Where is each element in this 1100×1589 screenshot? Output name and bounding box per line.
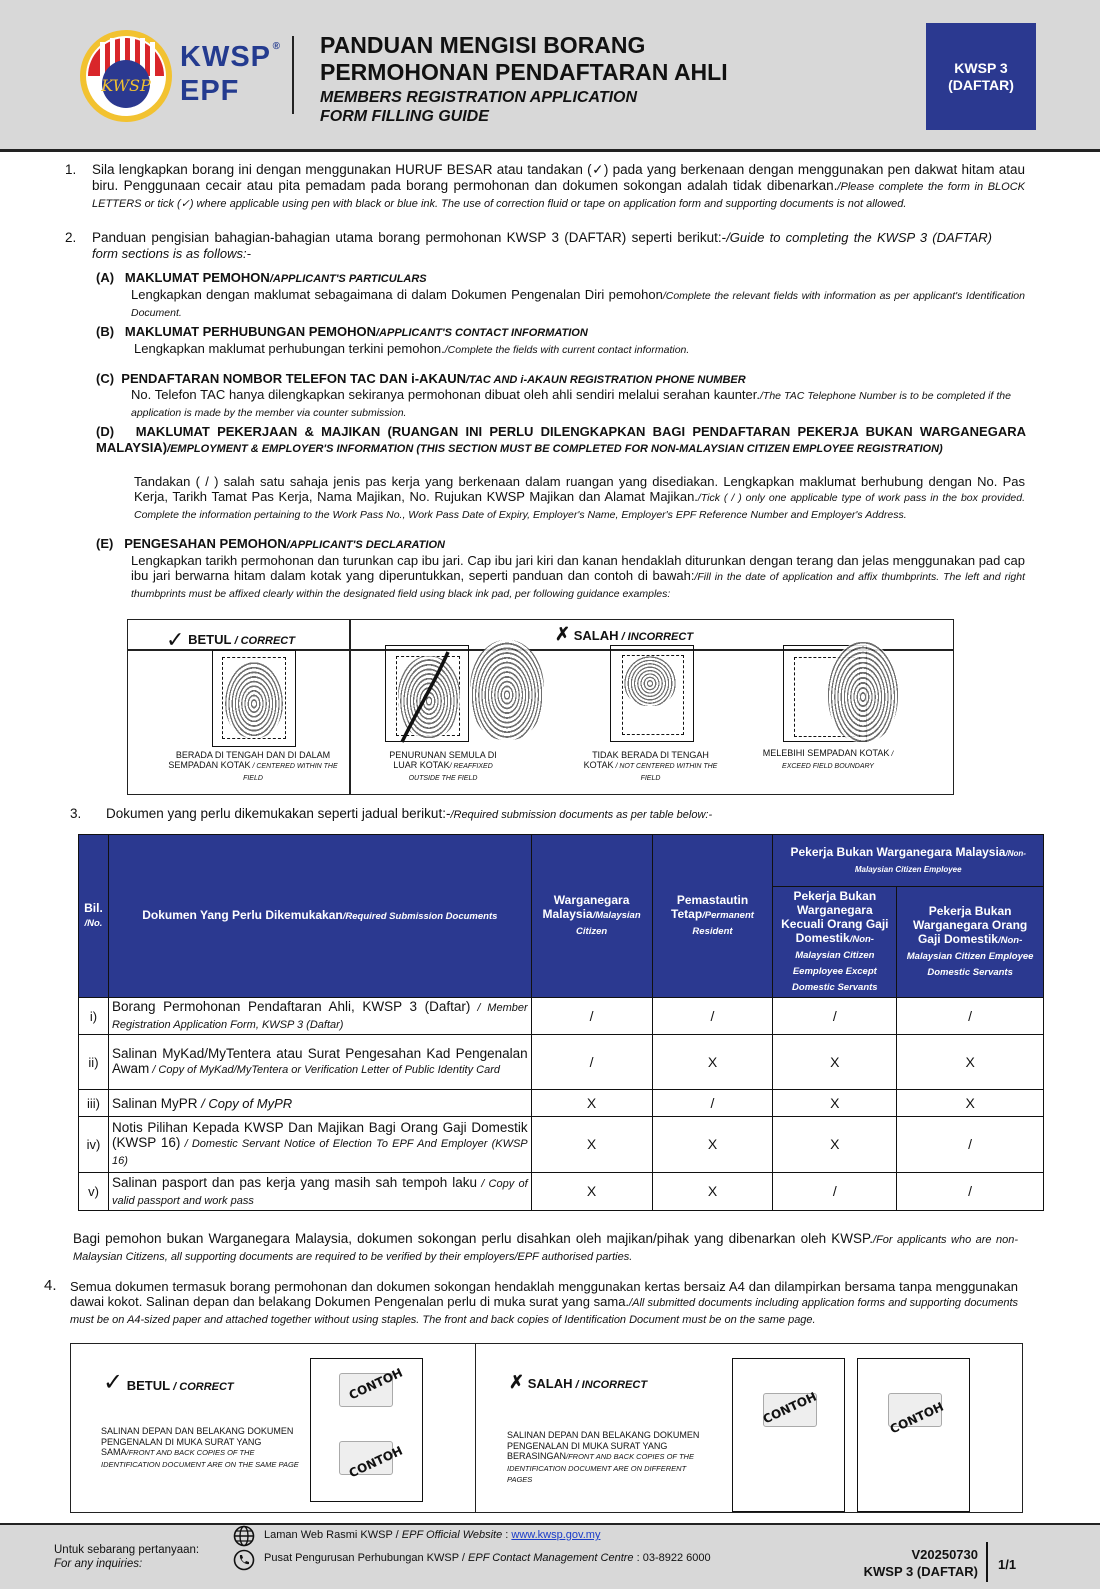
- kwsp-epf-logo-text: [180, 40, 281, 108]
- header-non-citizen-except-domestic: [773, 887, 897, 998]
- a4-page-sample-back: [857, 1358, 970, 1512]
- check-icon: ✓: [166, 627, 185, 652]
- note-en: /For applicants who are non-Malaysian Citizens, all supporting documents are required to be verified by their employers/EPF authorised parties.: [73, 1234, 1018, 1263]
- a4-correct-label: [103, 1368, 234, 1397]
- doc-en: / Copy of MyPR: [197, 1095, 293, 1111]
- thumb-incorrect-label: [555, 624, 693, 645]
- cell-citizen: /: [531, 1035, 652, 1090]
- cell-non-citizen-domestic: X: [897, 1090, 1044, 1117]
- contoh-stamp: CONTOH: [887, 1399, 946, 1437]
- cross-icon: ✗: [509, 1372, 525, 1392]
- doc-en: / Copy of valid passport and work pass: [111, 1177, 528, 1207]
- caption-ms: BERADA DI TENGAH DAN DI DALAM SEMPADAN KOTAK: [168, 750, 331, 770]
- divider: [986, 1542, 988, 1582]
- a4-page-sample-front: [732, 1358, 845, 1512]
- section-title-en: /EMPLOYMENT & EMPLOYER'S INFORMATION (THIS SECTION MUST BE COMPLETED FOR NON-MALAYSIAN CITIZEN EMPLOYEE REGISTRATION): [167, 443, 943, 455]
- doc-ms: Salinan MyKad/MyTentera atau Surat Pengesahan Kad Pengenalan Awam: [111, 1046, 528, 1076]
- section-body-ms: Lengkapkan tarikh permohonan dan turunkan cap ibu jari. Cap ibu jari kiri dan kanan hendaklah diturunkan dengan terang dan jelas menggunakan pad cap ibu jari berwarna hitam dalam kotak yang diperuntukkan, seperti panduan dan contoh di bawah:: [131, 553, 1025, 583]
- cell-citizen: X: [531, 1173, 652, 1211]
- title-en-line2: FORM FILLING GUIDE: [320, 108, 489, 125]
- header-text: Pemastautin Tetap: [671, 893, 749, 921]
- cell-pr: /: [652, 1090, 773, 1117]
- footer-inquiries: [54, 1543, 199, 1571]
- section-d-body: [134, 474, 1025, 523]
- contact-label-ms: Pusat Pengurusan Perhubungan KWSP /: [264, 1552, 469, 1564]
- footer-contact-line: [264, 1552, 711, 1564]
- item-number: 3.: [70, 806, 82, 821]
- form-code-line2: (DAFTAR): [948, 76, 1014, 93]
- caption-en: / EXCEED FIELD BOUNDARY: [782, 751, 894, 770]
- section-a-heading: [96, 270, 427, 285]
- inquiries-en: For any inquiries:: [54, 1558, 143, 1570]
- version-code: V20250730: [911, 1547, 978, 1562]
- instruction-4-en: /All submitted documents including application forms and supporting documents must be on A4-sized paper and attached together without using staples. The front and back copies of Identification Document must be on the same page.: [70, 1297, 1019, 1326]
- header-text: Pekerja Bukan Warganegara Orang Gaji Domestik: [912, 904, 1028, 946]
- cell-citizen: /: [531, 998, 652, 1035]
- correct-ms: BETUL: [126, 1378, 171, 1393]
- instruction-2-en: /Guide to completing the KWSP 3 (DAFTAR) form sections is as follows:-: [92, 230, 992, 261]
- contoh-stamp: CONTOH: [346, 1365, 405, 1403]
- caption-ms: SALINAN DEPAN DAN BELAKANG DOKUMEN PENGENALAN DI MUKA SURAT YANG SAMA: [101, 1426, 294, 1457]
- thumb-caption-1: [158, 750, 348, 784]
- table-body: [79, 998, 1044, 1211]
- page-title-english: [320, 88, 637, 126]
- caption-ms: PENURUNAN SEMULA DI LUAR KOTAK: [389, 750, 497, 770]
- row-document: [108, 1173, 531, 1211]
- row-number: ii): [79, 1035, 109, 1090]
- page-header: [0, 0, 1100, 152]
- phone-icon: [233, 1549, 255, 1571]
- caption-en: /FRONT AND BACK COPIES OF THE IDENTIFICATION DOCUMENT ARE ON THE SAME PAGE: [101, 1448, 299, 1469]
- page-number: 1/1: [998, 1557, 1017, 1572]
- cell-pr: X: [652, 1117, 773, 1173]
- section-label: (E): [96, 536, 114, 551]
- doc-ms: Notis Pilihan Kepada KWSP Dan Majikan Bagi Orang Gaji Domestik (KWSP 16): [111, 1120, 528, 1150]
- footer-website-line: [264, 1529, 600, 1541]
- header-text: Pekerja Bukan Warganegara Kecuali Orang Gaji Domestik: [781, 889, 889, 945]
- section-a-body: [131, 287, 1025, 321]
- header-permanent-resident: [652, 835, 773, 998]
- required-documents-table: [78, 834, 1044, 1211]
- doc-en: / Member Registration Application Form, KWSP 3 (Daftar): [111, 1002, 528, 1031]
- section-title-en: /APPLICANT'S DECLARATION: [286, 539, 445, 551]
- instruction-3-ms: Dokumen yang perlu dikemukakan seperti jadual berikut:-: [106, 806, 451, 821]
- cell-non-citizen-except: X: [773, 1117, 897, 1173]
- item-number: 1.: [65, 162, 77, 177]
- correct-ms: BETUL: [188, 632, 232, 647]
- section-title-ms: MAKLUMAT PEMOHON: [124, 270, 270, 285]
- header-text-en: /Non-Malaysian Citizen Eemployee Except Domestic Servants: [792, 934, 878, 993]
- section-b-body: [134, 341, 1024, 358]
- section-e-body: [131, 553, 1025, 602]
- instruction-4: [70, 1279, 1018, 1328]
- table-row: [79, 1117, 1044, 1173]
- section-body-en: /Tick ( / ) only one applicable type of work pass in the box provided. Complete the information pertaining to the Work Pass No., Work Pass Date of Expiry, Employer's Name, Employer's EPF Reference Number and Employer's Address.: [134, 492, 1026, 521]
- item-number: 2.: [65, 230, 77, 245]
- section-title-en: /TAC AND i-AKAUN REGISTRATION PHONE NUMBER: [466, 374, 746, 386]
- section-title-ms: PENGESAHAN PEMOHON: [124, 536, 287, 551]
- caption-en: / NOT CENTERED WITHIN THE FIELD: [613, 763, 718, 782]
- caption-en: / CENTERED WITHIN THE FIELD: [243, 763, 338, 782]
- caption-en: /FRONT AND BACK COPIES OF THE IDENTIFICATION DOCUMENT ARE ON DIFFERENT PAGES: [507, 1452, 694, 1484]
- kwsp-logo-emblem: [78, 28, 174, 124]
- thumbprint-icon: [624, 656, 676, 706]
- cell-non-citizen-except: X: [773, 1090, 897, 1117]
- table-row: [79, 998, 1044, 1035]
- caption-ms: MELEBIHI SEMPADAN KOTAK: [762, 748, 890, 758]
- title-en-line1: MEMBERS REGISTRATION APPLICATION: [320, 89, 638, 106]
- form-code-badge: [926, 23, 1036, 130]
- row-number: v): [79, 1173, 109, 1211]
- a4-submission-guide: [70, 1343, 1023, 1513]
- header-citizen: [531, 835, 652, 998]
- section-title-en: /APPLICANT'S PARTICULARS: [269, 273, 427, 285]
- contoh-stamp: CONTOH: [760, 1389, 819, 1427]
- inquiries-ms: Untuk sebarang pertanyaan:: [54, 1544, 200, 1556]
- header-text-en: /Permanent Resident: [692, 910, 754, 937]
- row-number: i): [79, 998, 109, 1035]
- section-title-ms: PENDAFTARAN NOMBOR TELEFON TAC DAN i-AKAUN: [121, 371, 466, 386]
- header-document: [108, 835, 531, 998]
- instruction-2-ms: Panduan pengisian bahagian-bahagian utama borang permohonan KWSP 3 (DAFTAR) seperti berikut:-: [92, 230, 727, 245]
- header-text: Dokumen Yang Perlu Dikemukakan: [142, 908, 343, 922]
- logo-epf: EPF: [180, 75, 240, 107]
- title-ms-line1: PANDUAN MENGISI BORANG: [320, 32, 646, 58]
- cross-icon: ✗: [555, 624, 571, 644]
- item-number: 4.: [44, 1277, 57, 1294]
- incorrect-ms: SALAH: [527, 1376, 573, 1391]
- section-label: (C): [96, 371, 115, 386]
- section-title-ms: MAKLUMAT PERHUBUNGAN PEMOHON: [124, 324, 376, 339]
- contact-number: : 03-8922 6000: [633, 1552, 711, 1564]
- cell-non-citizen-domestic: /: [897, 1173, 1044, 1211]
- a4-caption-incorrect: [507, 1430, 707, 1486]
- cell-citizen: X: [531, 1090, 652, 1117]
- section-b-heading: [96, 324, 588, 339]
- incorrect-en: / INCORRECT: [572, 1379, 648, 1391]
- row-document: [108, 1117, 531, 1173]
- logo-divider: [292, 36, 294, 114]
- footer-version: [840, 1546, 978, 1580]
- header-text: Bil.: [84, 901, 103, 915]
- section-label: (B): [96, 324, 115, 339]
- cell-non-citizen-except: X: [773, 1035, 897, 1090]
- row-number: iii): [79, 1090, 109, 1117]
- page-title-malay: [320, 32, 728, 86]
- thumbprint-icon: [225, 662, 283, 738]
- instruction-3: [106, 806, 906, 823]
- section-body-en: /Complete the relevant fields with information as per applicant's Identification Document.: [131, 290, 1025, 319]
- divider: [475, 1344, 476, 1512]
- caption-ms: SALINAN DEPAN DAN BELAKANG DOKUMEN PENGENALAN DI MUKA SURAT YANG BERASINGAN: [507, 1430, 700, 1461]
- section-title-ms: MAKLUMAT PEKERJAAN & MAJIKAN (RUANGAN INI PERLU DILENGKAPKAN BAGI PENDAFTARAN PEKERJA BUKAN WARGANEGARA MALAYSIA): [96, 424, 1026, 455]
- correct-en: / CORRECT: [170, 1381, 234, 1393]
- check-icon: ✓: [103, 1369, 124, 1396]
- thumb-caption-2: [378, 750, 508, 784]
- section-title-en: /APPLICANT'S CONTACT INFORMATION: [375, 327, 588, 339]
- a4-caption-correct: [101, 1426, 301, 1470]
- section-body-ms: No. Telefon TAC hanya dilengkapkan sekiranya permohonan dibuat oleh ahli sendiri melalui serahan kaunter.: [131, 387, 760, 402]
- table-row: [79, 1173, 1044, 1211]
- website-link[interactable]: www.kwsp.gov.my: [511, 1529, 601, 1541]
- header-text-en: /Malaysian Citizen: [576, 910, 641, 937]
- doc-ms: Borang Permohonan Pendaftaran Ahli, KWSP 3 (Daftar): [111, 999, 471, 1014]
- cell-citizen: X: [531, 1117, 652, 1173]
- section-c-body: [131, 387, 1011, 421]
- website-label-en: EPF Official Website: [401, 1529, 503, 1541]
- svg-text:KWSP: KWSP: [101, 76, 151, 95]
- thumb-caption-3: [583, 750, 718, 784]
- cell-non-citizen-except: /: [773, 998, 897, 1035]
- correct-en: / CORRECT: [231, 635, 295, 647]
- header-text-en: /Required Submission Documents: [342, 911, 498, 922]
- strike-line-icon: [396, 650, 456, 745]
- header-text-en: /No.: [84, 918, 103, 929]
- caption-en: / REAFFIXED OUTSIDE THE FIELD: [408, 763, 493, 782]
- thumbprint-icon: [828, 642, 898, 742]
- row-document: [108, 1090, 531, 1117]
- globe-icon: [233, 1525, 255, 1547]
- section-body-ms: Lengkapkan maklumat perhubungan terkini pemohon.: [134, 341, 445, 356]
- incorrect-ms: SALAH: [573, 628, 619, 643]
- doc-en: / Copy of MyKad/MyTentera or Verification Letter of Public Identity Card: [149, 1064, 500, 1076]
- page-footer: [0, 1523, 1100, 1589]
- table-row: [79, 1090, 1044, 1117]
- section-label: (A): [96, 270, 115, 285]
- section-body-en: /The TAC Telephone Number is to be completed if the application is made by the member via counter submission.: [131, 390, 1011, 419]
- cell-non-citizen-domestic: /: [897, 998, 1044, 1035]
- thumb-caption-4: [753, 748, 903, 772]
- doc-ms: Salinan MyPR: [111, 1095, 198, 1111]
- form-code-line1: KWSP 3: [954, 59, 1008, 76]
- incorrect-en: / INCORRECT: [618, 631, 694, 643]
- table-row: [79, 1035, 1044, 1090]
- section-body-en: /Fill in the date of application and affix thumbprints. The left and right thumbprints must be affixed clearly within the designated field using black ink pad, per following guidance examples:: [131, 571, 1025, 600]
- registered-mark: ®: [272, 41, 281, 52]
- header-text-en: /Non-Malaysian Citizen Employee Domestic Servants: [906, 935, 1034, 978]
- cell-pr: /: [652, 998, 773, 1035]
- a4-incorrect-label: [509, 1372, 647, 1393]
- instruction-3-en: /Required submission documents as per table below:-: [450, 809, 713, 821]
- instruction-1-en: /Please complete the form in BLOCK LETTERS or tick (✓) where applicable using pen with black or blue ink. The use of correction fluid or tape on application form and supporting documents is not allowed.: [92, 181, 1025, 210]
- cell-non-citizen-domestic: X: [897, 1035, 1044, 1090]
- section-label: (D): [96, 424, 115, 439]
- row-document: [108, 998, 531, 1035]
- section-body-ms: Lengkapkan dengan maklumat sebagaimana di dalam Dokumen Pengenalan Diri pemohon: [131, 287, 663, 302]
- divider: [349, 620, 351, 794]
- cell-non-citizen-domestic: /: [897, 1117, 1044, 1173]
- section-body-en: /Complete the fields with current contact information.: [444, 344, 690, 356]
- cell-pr: X: [652, 1173, 773, 1211]
- header-bil: [79, 835, 109, 998]
- instruction-1-ms: Sila lengkapkan borang ini dengan menggunakan HURUF BESAR atau tandakan (✓) pada yang berkenaan dengan menggunakan pen dakwat hitam atau biru. Penggunaan cecair atau pita pemadam pada borang permohonan dan dokumen sokongan adalah tidak dibenarkan.: [92, 162, 1025, 193]
- instruction-4-ms: Semua dokumen termasuk borang permohonan dan dokumen sokongan hendaklah menggunakan kertas bersaiz A4 dan dilampirkan bersama tanpa menggunakan dawai kokot. Salinan depan dan belakang Dokumen Pengenalan perlu di muka surat yang sama.: [70, 1279, 1018, 1309]
- website-label-ms: Laman Web Rasmi KWSP /: [264, 1529, 402, 1541]
- row-document: [108, 1035, 531, 1090]
- header-text: Pekerja Bukan Warganegara Malaysia: [790, 844, 1006, 859]
- instruction-2: [92, 230, 992, 262]
- section-c-heading: [96, 371, 746, 386]
- section-d-heading: [96, 424, 1026, 457]
- a4-page-sample: [310, 1358, 423, 1502]
- contoh-stamp: CONTOH: [346, 1443, 405, 1481]
- thumb-correct-label: [166, 624, 295, 650]
- cell-non-citizen-except: /: [773, 1173, 897, 1211]
- header-text-en: /Non-Malaysian Citizen Employee: [854, 848, 1026, 874]
- non-citizen-note: [73, 1231, 1018, 1265]
- thumbprint-icon: [470, 640, 544, 740]
- footer-form-code: KWSP 3 (DAFTAR): [863, 1564, 978, 1579]
- logo-kwsp: KWSP: [180, 41, 271, 73]
- header-non-citizen-domestic: [897, 887, 1044, 998]
- cell-pr: X: [652, 1035, 773, 1090]
- contact-label-en: EPF Contact Management Centre: [468, 1552, 634, 1564]
- title-ms-line2: PERMOHONAN PENDAFTARAN AHLI: [320, 59, 728, 85]
- separator: :: [502, 1529, 512, 1541]
- instruction-1: [92, 162, 1025, 212]
- row-number: iv): [79, 1117, 109, 1173]
- caption-ms: TIDAK BERADA DI TENGAH KOTAK: [583, 750, 709, 770]
- header-non-citizen: [773, 835, 1044, 887]
- header-text: Warganegara Malaysia: [542, 893, 630, 921]
- section-body-ms: Tandakan ( / ) salah satu sahaja jenis pas kerja yang berkenaan dalam ruangan yang disediakan. Lengkapkan maklumat berhubung dengan No. Pas Kerja, Tarikh Tamat Pas Kerja, Nama Majikan, No. Rujukan KWSP Majikan dan Alamat Majikan.: [134, 474, 1025, 504]
- doc-en: / Domestic Servant Notice of Election To EPF And Employer (KWSP 16): [111, 1138, 528, 1167]
- section-e-heading: [96, 536, 445, 551]
- note-ms: Bagi pemohon bukan Warganegara Malaysia, dokumen sokongan perlu disahkan oleh majikan/pihak yang dibenarkan oleh KWSP.: [73, 1231, 874, 1246]
- thumbprint-guide: [127, 619, 954, 795]
- doc-ms: Salinan pasport dan pas kerja yang masih sah tempoh laku: [111, 1174, 477, 1190]
